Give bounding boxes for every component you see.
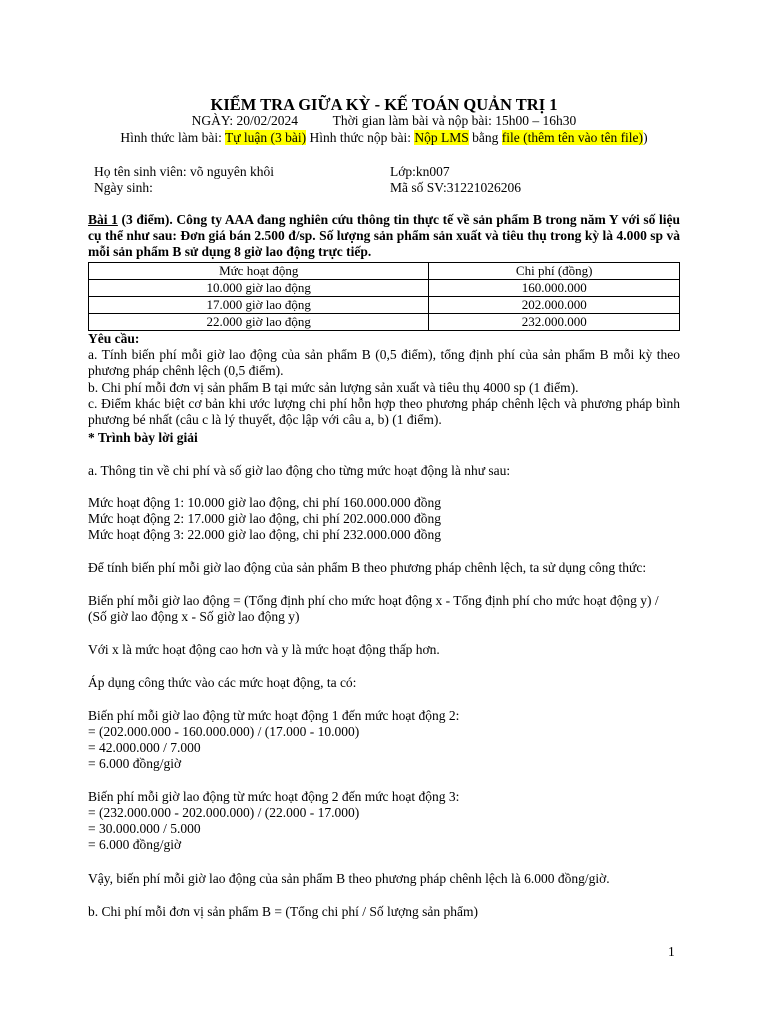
student-dob: Ngày sinh: [94, 180, 153, 195]
page-number: 1 [668, 944, 675, 959]
solution-part-b: b. Chi phí mỗi đơn vị sản phẩm B = (Tổng chi phí / Số lượng sản phẩm) [88, 904, 478, 919]
requirement-a: a. Tính biến phí mỗi giờ lao động của sản phẩm B (0,5 điểm), tổng định phí của sản phẩm B mỗi kỳ theo phương pháp chênh lệch (0,5 điểm). [88, 347, 680, 378]
solution-where: Với x là mức hoạt động cao hơn và y là mức hoạt động thấp hơn. [88, 642, 440, 657]
activity-cost-table [88, 262, 680, 331]
cell-cost: 160.000.000 [429, 280, 680, 297]
calc1-line-2: = 42.000.000 / 7.000 [88, 740, 201, 755]
requirement-c: c. Điểm khác biệt cơ bản khi ước lượng chi phí hỗn hợp theo phương pháp chênh lệch và phương pháp bình phương bé nhất (câu c là lý thuyết, độc lập với câu a, b) (1 điểm). [88, 396, 680, 427]
table-row [89, 314, 680, 331]
solution-conclusion: Vậy, biến phí mỗi giờ lao động của sản phẩm B theo phương pháp chênh lệch là 6.000 đồng/giờ. [88, 871, 610, 886]
solution-level-1: Mức hoạt động 1: 10.000 giờ lao động, chi phí 160.000.000 đồng [88, 495, 442, 510]
solution-formula-2: (Số giờ lao động x - Số giờ lao động y) [88, 609, 300, 624]
table-header-row [89, 263, 680, 280]
exam-time: Thời gian làm bài và nộp bài: 15h00 – 16h30 [332, 113, 577, 128]
calc2-line-2: = 30.000.000 / 5.000 [88, 821, 201, 836]
solution-heading: * Trình bày lời giải [88, 430, 198, 445]
submit-label: Hình thức nộp bài: [306, 130, 415, 145]
requirement-b: b. Chi phí mỗi đơn vị sản phẩm B tại mức sản lượng sản xuất và tiêu thụ 4000 sp (1 điểm). [88, 380, 579, 395]
calc2-line-1: = (232.000.000 - 202.000.000) / (22.000 - 17.000) [88, 805, 360, 820]
problem-text: (3 điểm). Công ty AAA đang nghiên cứu thông tin thực tế về sản phẩm B trong năm Y với số liệu cụ thể như sau: Đơn giá bán 2.500 đ/sp. Số lượng sản phẩm sản xuất và tiêu thụ trong kỳ là 4.000 sp và mỗi sản phẩm B sử dụng 8 giờ lao động trực tiếp. [88, 212, 680, 259]
cell-activity: 10.000 giờ lao động [89, 280, 429, 297]
table-row [89, 297, 680, 314]
calc2-line-3: = 6.000 đồng/giờ [88, 837, 182, 852]
exam-date: NGÀY: 20/02/2024 [191, 113, 299, 128]
submit-end: ) [643, 130, 648, 145]
calc1-line-1: = (202.000.000 - 160.000.000) / (17.000 - 10.000) [88, 724, 360, 739]
problem-statement [88, 212, 680, 260]
page-title: KIỂM TRA GIỮA KỲ - KẾ TOÁN QUẢN TRỊ 1 [210, 95, 558, 114]
cell-activity: 17.000 giờ lao động [89, 297, 429, 314]
format-value: Tự luận (3 bài) [224, 130, 307, 145]
calc1-title: Biến phí mỗi giờ lao động từ mức hoạt động 1 đến mức hoạt động 2: [88, 708, 460, 723]
solution-formula-1: Biến phí mỗi giờ lao động = (Tổng định phí cho mức hoạt động x - Tổng định phí cho mức hoạt động y) / [88, 593, 659, 608]
student-class: Lớp:kn007 [390, 164, 450, 179]
calc2-title: Biến phí mỗi giờ lao động từ mức hoạt động 2 đến mức hoạt động 3: [88, 789, 460, 804]
student-name: Họ tên sinh viên: võ nguyên khôi [94, 164, 274, 179]
date-time-line [0, 113, 768, 129]
solution-apply: Áp dụng công thức vào các mức hoạt động, ta có: [88, 675, 357, 690]
requirements-heading: Yêu cầu: [88, 331, 140, 346]
submit-value: Nộp LMS [414, 130, 469, 145]
format-line [0, 130, 768, 146]
solution-intro: a. Thông tin về chi phí và số giờ lao động cho từng mức hoạt động là như sau: [88, 463, 511, 478]
submit-mid: bằng [468, 130, 502, 145]
cell-cost: 232.000.000 [429, 314, 680, 331]
solution-level-3: Mức hoạt động 3: 22.000 giờ lao động, chi phí 232.000.000 đồng [88, 527, 442, 542]
student-id: Mã số SV:31221026206 [390, 180, 522, 195]
problem-label: Bài 1 [88, 212, 118, 227]
table-row [89, 280, 680, 297]
format-label: Hình thức làm bài: [120, 130, 225, 145]
solution-method: Để tính biến phí mỗi giờ lao động của sản phẩm B theo phương pháp chênh lệch, ta sử dụng công thức: [88, 560, 647, 575]
cell-cost: 202.000.000 [429, 297, 680, 314]
calc1-line-3: = 6.000 đồng/giờ [88, 756, 182, 771]
solution-level-2: Mức hoạt động 2: 17.000 giờ lao động, chi phí 202.000.000 đồng [88, 511, 442, 526]
header-cost: Chi phí (đồng) [429, 263, 680, 280]
header-activity: Mức hoạt động [89, 263, 429, 280]
submit-file: file (thêm tên vào tên file) [501, 130, 644, 145]
cell-activity: 22.000 giờ lao động [89, 314, 429, 331]
